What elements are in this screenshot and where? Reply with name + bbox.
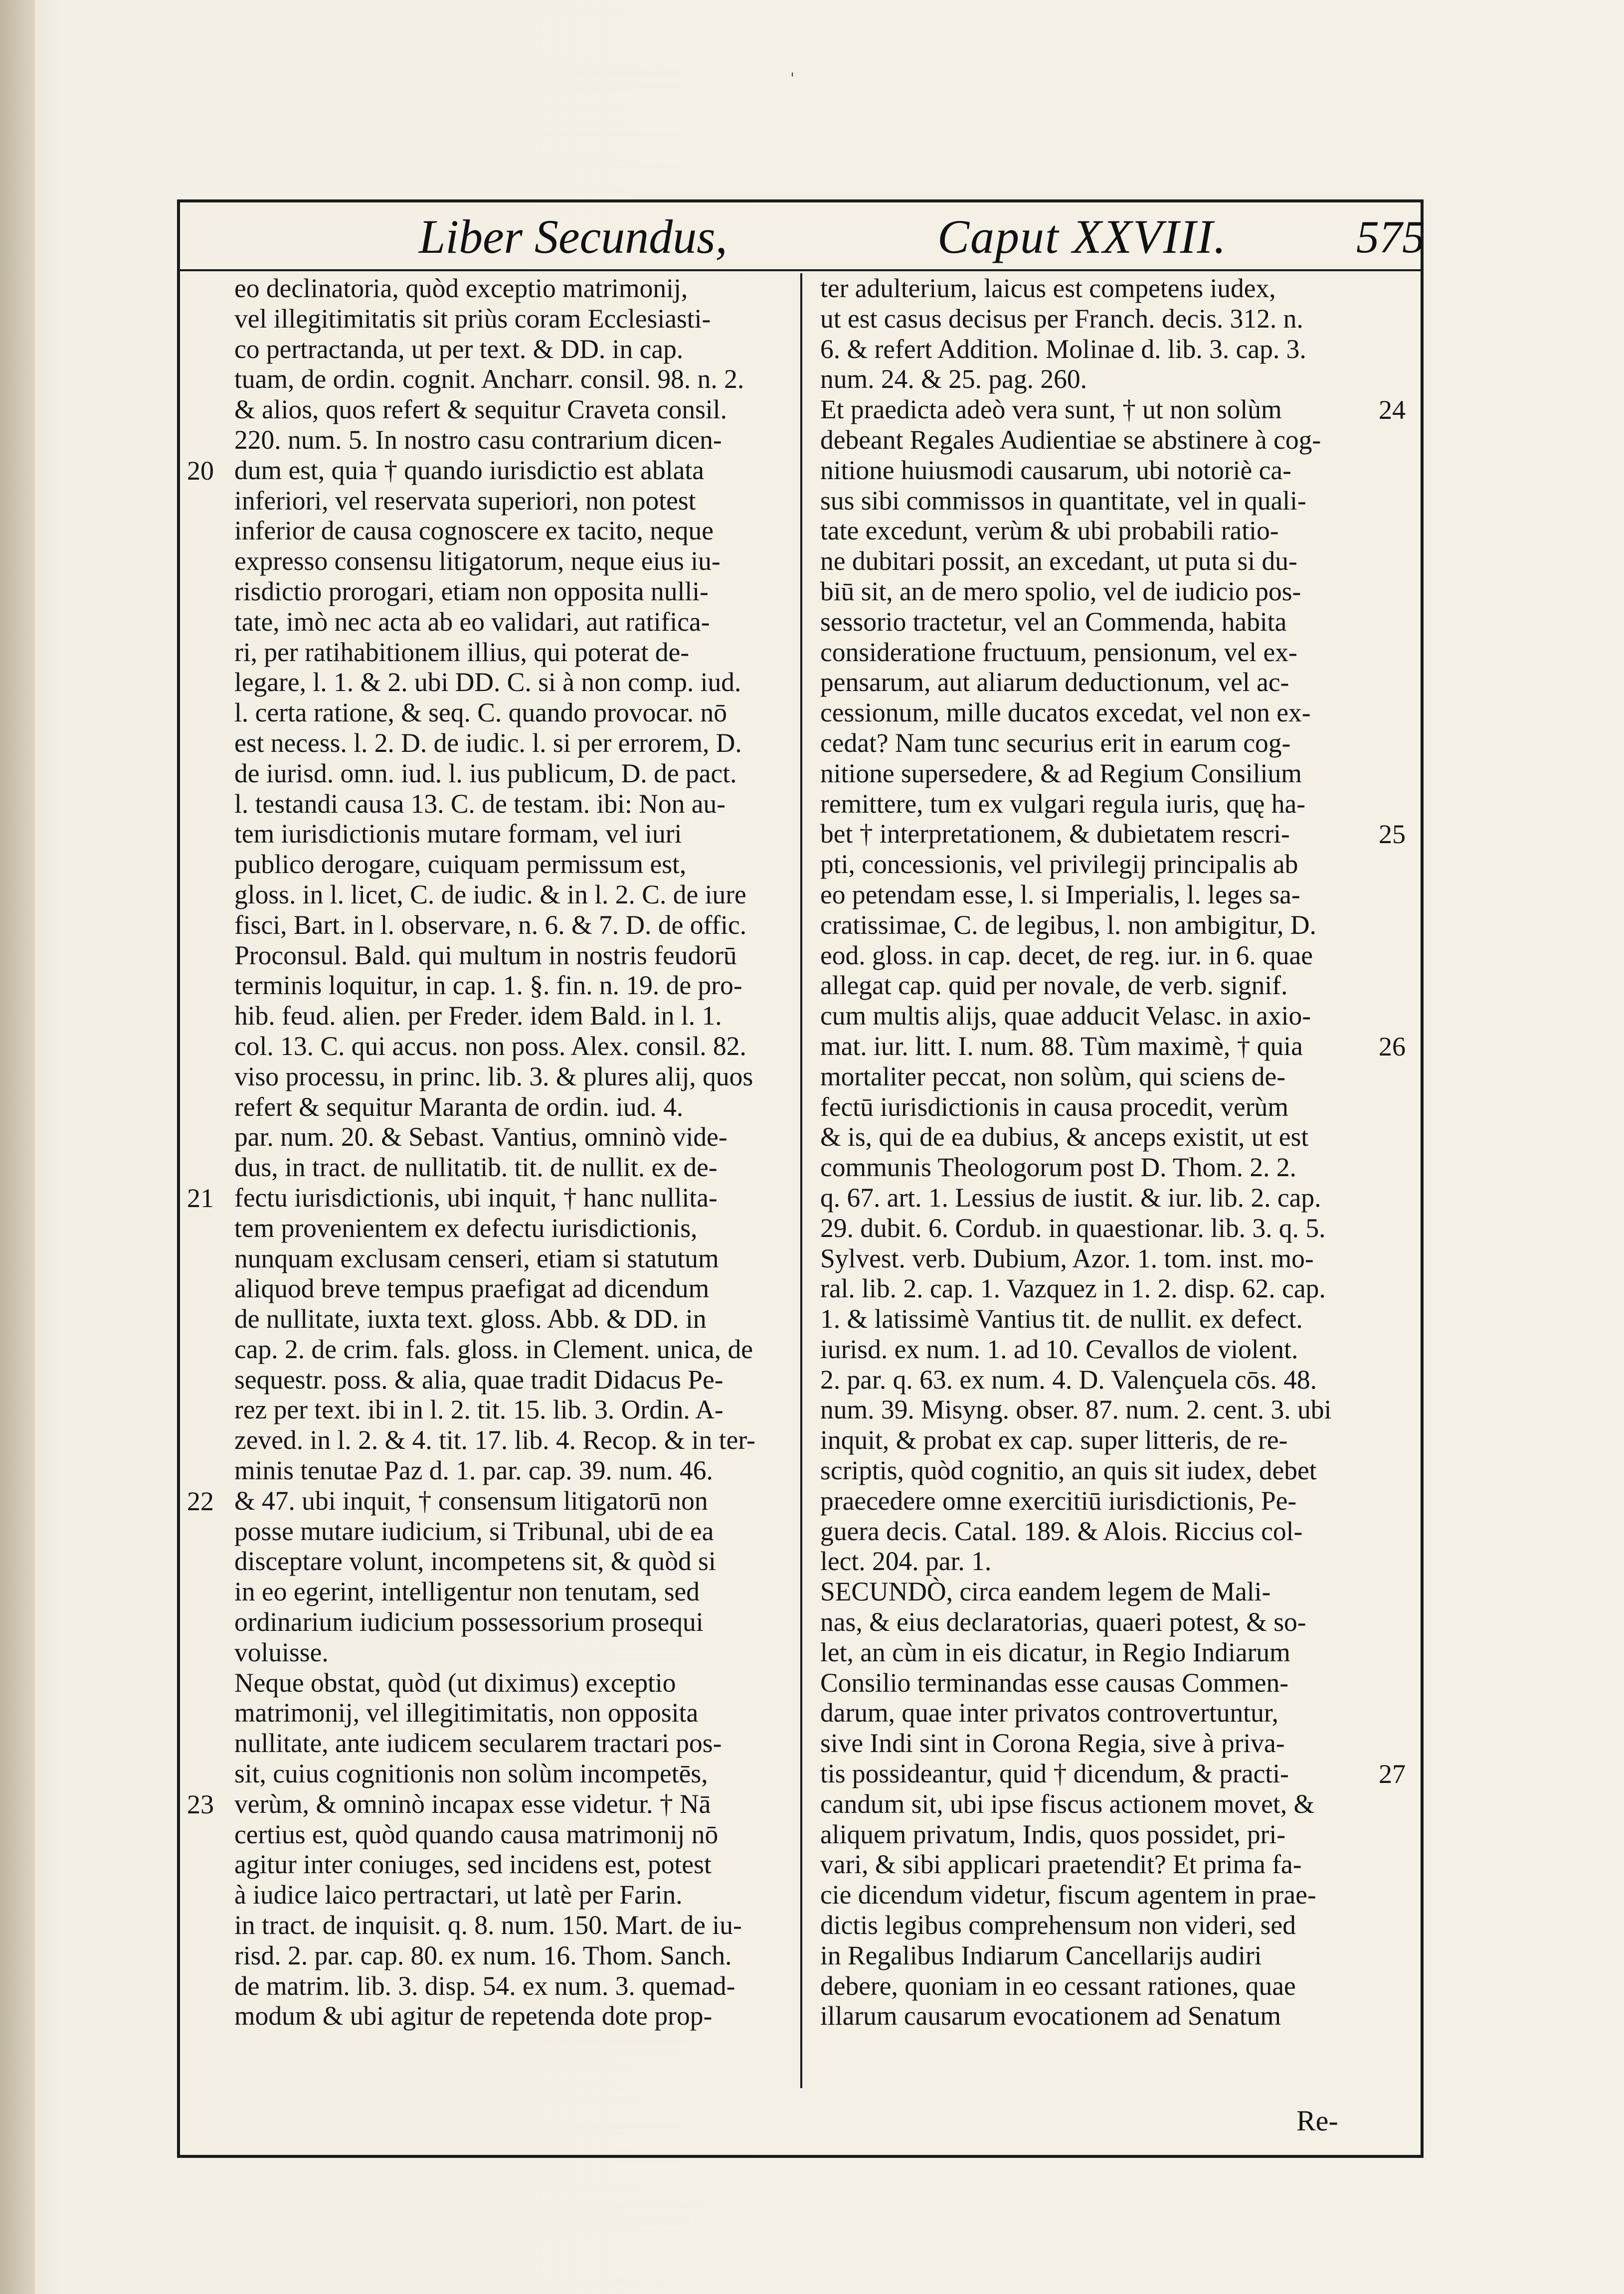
text-line: candum sit, ubi ipse fiscus actionem movet, &: [820, 1788, 1315, 1819]
text-line: dictis legibus comprehensum non videri, sed: [820, 1910, 1296, 1941]
text-line: tem provenientem ex defectu iurisdictionis,: [234, 1213, 698, 1243]
text-line: Neque obstat, quòd (ut diximus) exceptio: [234, 1667, 676, 1698]
text-line: aliquod breve tempus praefigat ad dicendum: [234, 1273, 710, 1304]
margin-note-number: 25: [1379, 819, 1406, 850]
text-line: modum & ubi agitur de repetenda dote prop-: [234, 2001, 713, 2031]
text-line: tem iurisdictionis mutare formam, vel iuri: [234, 819, 682, 849]
text-line: q. 67. art. 1. Lessius de iustit. & iur. lib. 2. cap.: [820, 1182, 1321, 1213]
text-line: Sylvest. verb. Dubium, Azor. 1. tom. inst. mo-: [820, 1243, 1314, 1273]
text-line: Et praedicta adeò vera sunt, † ut non solùm: [820, 394, 1282, 425]
text-line: tuam, de ordin. cognit. Ancharr. consil. 98. n. 2.: [234, 364, 744, 394]
text-line: & 47. ubi inquit, † consensum litigatorū non: [234, 1485, 708, 1516]
text-line: zeved. in l. 2. & 4. tit. 17. lib. 4. Recop. & in ter-: [234, 1425, 755, 1455]
text-line: publico derogare, cuiquam permissum est,: [234, 849, 687, 880]
margin-note-number: 26: [1379, 1032, 1406, 1061]
text-line: vari, & sibi applicari praetendit? Et prima fa-: [820, 1849, 1302, 1880]
text-line: allegat cap. quid per novale, de verb. signif.: [820, 970, 1288, 1001]
page-number: 575: [1356, 211, 1425, 262]
text-line: de iurisd. omn. iud. l. ius publicum, D. de pact.: [234, 758, 737, 788]
text-line: nas, & eius declaratorias, quaeri potest, & so-: [820, 1607, 1306, 1637]
text-line: dus, in tract. de nullitatib. tit. de nullit. ex de-: [234, 1152, 718, 1183]
text-line: eo declinatoria, quòd exceptio matrimonij,: [234, 273, 688, 303]
margin-note-number: 22: [187, 1486, 214, 1516]
margin-note-number: 27: [1379, 1759, 1406, 1789]
text-line: debeant Regales Audientiae se abstinere à cog-: [820, 424, 1321, 455]
column-divider: [800, 273, 802, 2088]
text-line: verùm, & omninò incapax esse videtur. † Nā: [234, 1788, 711, 1819]
text-line: & alios, quos refert & sequitur Craveta consil.: [234, 394, 727, 425]
text-line: l. testandi causa 13. C. de testam. ibi: Non au-: [234, 788, 726, 819]
text-line: lect. 204. par. 1.: [820, 1546, 992, 1577]
text-line: mat. iur. litt. I. num. 88. Tùm maximè, † quia: [820, 1031, 1303, 1061]
text-line: tis possideantur, quid † dicendum, & practi-: [820, 1759, 1289, 1789]
text-line: posse mutare iudicium, si Tribunal, ubi de ea: [234, 1516, 714, 1546]
text-line: sessorio tractetur, vel an Commenda, habita: [820, 606, 1287, 637]
text-line: aliquem privatum, Indis, quos possidet, pri-: [820, 1819, 1286, 1849]
text-line: in tract. de inquisit. q. 8. num. 150. Mart. de iu-: [234, 1910, 742, 1941]
text-line: let, an cùm in eis dicatur, in Regio Indiarum: [820, 1637, 1290, 1667]
text-line: tate excedunt, verùm & ubi probabili ratio-: [820, 516, 1279, 546]
text-line: nullitate, ante iudicem secularem tractari pos-: [234, 1728, 722, 1759]
text-line: ri, per ratihabitionem illius, qui poterat de-: [234, 637, 690, 667]
text-line: matrimonij, vel illegitimitatis, non opposita: [234, 1698, 699, 1728]
text-line: legare, l. 1. & 2. ubi DD. C. si à non comp. iud.: [234, 667, 741, 698]
text-line: l. certa ratione, & seq. C. quando provocar. nō: [234, 698, 727, 728]
text-line: in Regalibus Indiarum Cancellarijs audiri: [820, 1940, 1262, 1970]
text-line: de nullitate, iuxta text. gloss. Abb. & DD. in: [234, 1304, 707, 1334]
right-column: [820, 273, 1374, 2088]
text-line: cedat? Nam tunc securius erit in earum cog-: [820, 727, 1291, 758]
text-line: darum, quae inter privatos controvertuntur,: [820, 1698, 1278, 1728]
text-line: expresso consensu litigatorum, neque eius iu-: [234, 546, 721, 576]
text-line: cap. 2. de crim. fals. gloss. in Clement. unica, de: [234, 1334, 753, 1364]
text-line: risd. 2. par. cap. 80. ex num. 16. Thom. Sanch.: [234, 1940, 732, 1970]
text-line: vel illegitimitatis sit priùs coram Ecclesiasti-: [234, 303, 711, 334]
text-line: viso processu, in princ. lib. 3. & plures alij, quos: [234, 1061, 753, 1091]
text-line: iurisd. ex num. 1. ad 10. Cevallos de violent.: [820, 1334, 1298, 1364]
text-line: debere, quoniam in eo cessant rationes, quae: [820, 1970, 1296, 2001]
text-line: fectu iurisdictionis, ubi inquit, † hanc nullita-: [234, 1182, 718, 1213]
text-line: ral. lib. 2. cap. 1. Vazquez in 1. 2. disp. 62. cap.: [820, 1273, 1326, 1304]
text-line: num. 39. Misyng. obser. 87. num. 2. cent. 3. ubi: [820, 1395, 1332, 1425]
text-line: & is, qui de ea dubius, & anceps existit, ut est: [820, 1122, 1309, 1152]
text-line: mortaliter peccat, non solùm, qui sciens de-: [820, 1061, 1286, 1091]
text-line: guera decis. Catal. 189. & Alois. Riccius col-: [820, 1516, 1303, 1546]
text-line: illarum causarum evocationem ad Senatum: [820, 2001, 1281, 2031]
text-line: consideratione fructuum, pensionum, vel ex-: [820, 637, 1297, 667]
text-line: pti, concessionis, vel privilegij principalis ab: [820, 849, 1298, 880]
page-binding: [0, 0, 35, 2294]
text-line: agitur inter coniuges, sed incidens est, potest: [234, 1849, 712, 1880]
text-line: terminis loquitur, in cap. 1. §. fin. n. 19. de pro-: [234, 970, 742, 1001]
text-line: cessionum, mille ducatos excedat, vel non ex-: [820, 698, 1311, 728]
text-line: sequestr. poss. & alia, quae tradit Didacus Pe-: [234, 1364, 723, 1395]
text-line: eo petendam esse, l. si Imperialis, l. leges sa-: [820, 879, 1300, 909]
text-line: voluisse.: [234, 1637, 329, 1667]
text-line: inquit, & probat ex cap. super litteris, de re-: [820, 1425, 1288, 1455]
text-line: ne dubitari possit, an excedant, ut puta si du-: [820, 546, 1297, 576]
header-rule: [177, 269, 1424, 271]
text-line: risdictio prorogari, etiam non opposita nulli-: [234, 576, 709, 606]
text-line: 6. & refert Addition. Molinae d. lib. 3. cap. 3.: [820, 334, 1306, 364]
text-line: praecedere omne exercitiū iurisdictionis, Pe-: [820, 1485, 1297, 1516]
text-line: gloss. in l. licet, C. de iudic. & in l. 2. C. de iure: [234, 879, 746, 909]
running-head-left: Liber Secundus,: [419, 210, 727, 263]
text-line: sit, cuius cognitionis non solùm incompetēs,: [234, 1759, 708, 1789]
printer-mark: ': [790, 70, 795, 87]
text-line: nitione huiusmodi causarum, ubi notoriè ca-: [820, 455, 1291, 485]
text-line: 29. dubit. 6. Cordub. in quaestionar. lib. 3. q. 5.: [820, 1213, 1326, 1243]
text-line: hib. feud. alien. per Freder. idem Bald. in l. 1.: [234, 1001, 722, 1031]
text-line: sive Indi sint in Corona Regia, sive à priva-: [820, 1728, 1285, 1759]
text-line: Proconsul. Bald. qui multum in nostris feudorū: [234, 940, 737, 970]
text-line: col. 13. C. qui accus. non poss. Alex. consil. 82.: [234, 1031, 746, 1061]
text-line: nunquam exclusam censeri, etiam si statutum: [234, 1243, 719, 1273]
text-line: ter adulterium, laicus est competens iudex,: [820, 273, 1276, 303]
margin-note-number: 20: [187, 455, 214, 486]
text-line: remittere, tum ex vulgari regula iuris, quę ha-: [820, 788, 1306, 819]
text-line: Consilio terminandas esse causas Commen-: [820, 1667, 1289, 1698]
text-line: cratissimae, C. de legibus, l. non ambigitur, D.: [820, 909, 1316, 940]
text-line: 1. & latissimè Vantius tit. de nullit. ex defect.: [820, 1304, 1303, 1334]
text-line: 220. num. 5. In nostro casu contrarium dicen-: [234, 424, 722, 455]
text-line: biū sit, an de mero spolio, vel de iudicio pos-: [820, 576, 1301, 606]
text-line: communis Theologorum post D. Thom. 2. 2.: [820, 1152, 1297, 1183]
margin-note-number: 24: [1379, 395, 1406, 425]
text-line: co pertractanda, ut per text. & DD. in cap.: [234, 334, 684, 364]
text-line: rez per text. ibi in l. 2. tit. 15. lib. 3. Ordin. A-: [234, 1395, 723, 1425]
text-line: pensarum, aut aliarum deductionum, vel ac-: [820, 667, 1289, 698]
text-line: scriptis, quòd cognitio, an quis sit iudex, debet: [820, 1455, 1317, 1486]
margin-note-number: 23: [187, 1789, 214, 1819]
text-line: in eo egerint, intelligentur non tenutam, sed: [234, 1577, 700, 1607]
margin-note-number: 21: [187, 1183, 214, 1213]
text-line: certius est, quòd quando causa matrimonij nō: [234, 1819, 719, 1849]
text-line: à iudice laico pertractari, ut latè per Farin.: [234, 1880, 683, 1910]
running-head-right: Caput XXVIII.: [937, 210, 1227, 263]
text-line: de matrim. lib. 3. disp. 54. ex num. 3. quemad-: [234, 1970, 735, 2001]
text-line: cie dicendum videtur, fiscum agentem in prae-: [820, 1880, 1316, 1910]
text-line: ut est casus decisus per Franch. decis. 312. n.: [820, 303, 1303, 334]
text-line: SECUNDÒ, circa eandem legem de Mali-: [820, 1577, 1271, 1607]
text-line: num. 24. & 25. pag. 260.: [820, 364, 1087, 394]
text-line: cum multis alijs, quae adducit Velasc. in axio-: [820, 1001, 1311, 1031]
left-column: [234, 273, 788, 2088]
text-line: minis tenutae Paz d. 1. par. cap. 39. num. 46.: [234, 1455, 713, 1486]
catchword: Re-: [1296, 2105, 1338, 2137]
text-line: nitione supersedere, & ad Regium Consilium: [820, 758, 1302, 788]
text-line: dum est, quia † quando iurisdictio est ablata: [234, 455, 704, 485]
text-line: par. num. 20. & Sebast. Vantius, omninò vide-: [234, 1122, 727, 1152]
text-line: sus sibi commissos in quantitate, vel in quali-: [820, 485, 1306, 516]
text-line: inferior de causa cognoscere ex tacito, neque: [234, 516, 714, 546]
text-line: 2. par. q. 63. ex num. 4. D. Valençuela cōs. 48.: [820, 1364, 1317, 1395]
text-line: fectū iurisdictionis in causa procedit, verùm: [820, 1091, 1288, 1122]
text-line: bet † interpretationem, & dubietatem rescri-: [820, 819, 1290, 849]
text-line: fisci, Bart. in l. observare, n. 6. & 7. D. de offic.: [234, 909, 747, 940]
text-line: tate, imò nec acta ab eo validari, aut ratifica-: [234, 606, 710, 637]
text-line: inferiori, vel reservata superiori, non potest: [234, 485, 696, 516]
text-line: ordinarium iudicium possessorium prosequi: [234, 1607, 704, 1637]
text-line: disceptare volunt, incompetens sit, & quòd si: [234, 1546, 716, 1577]
text-line: est necess. l. 2. D. de iudic. l. si per errorem, D.: [234, 727, 742, 758]
text-line: refert & sequitur Maranta de ordin. iud. 4.: [234, 1091, 684, 1122]
text-line: eod. gloss. in cap. decet, de reg. iur. in 6. quae: [820, 940, 1313, 970]
